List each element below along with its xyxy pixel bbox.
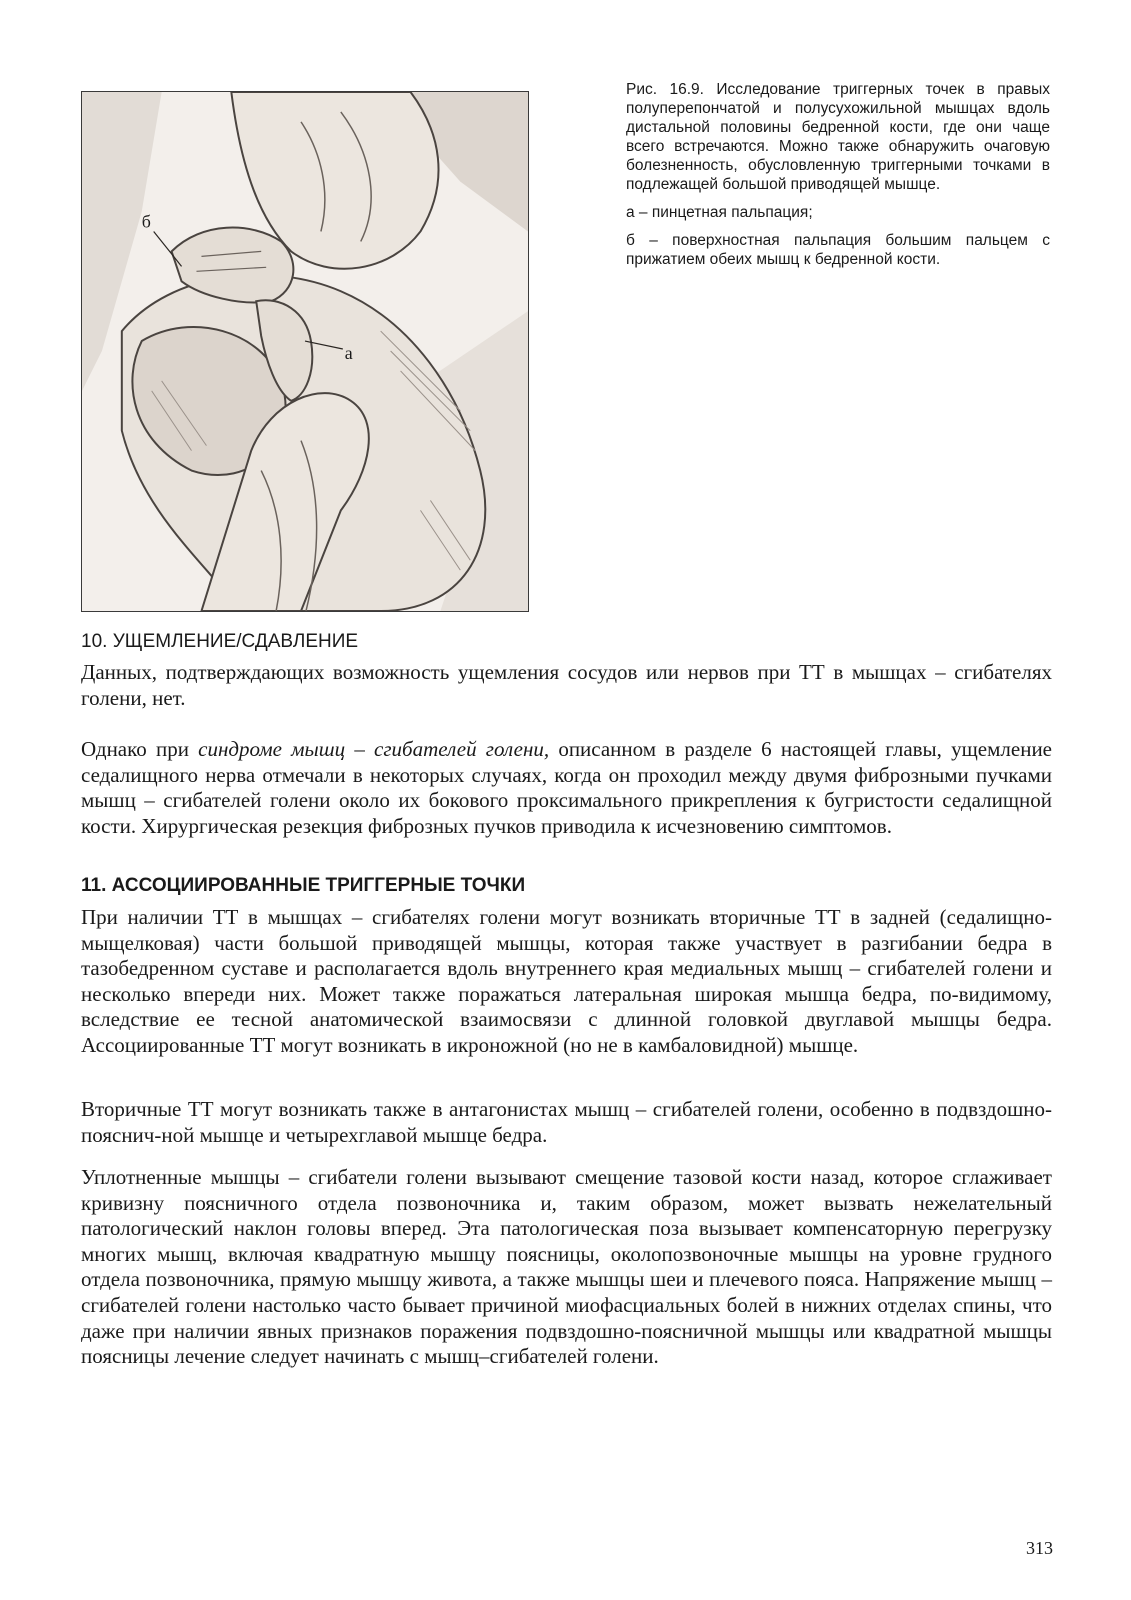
emphasized-term: синдроме мышц – сгибателей голени, — [198, 737, 550, 761]
section-11-paragraph-2: Вторичные ТТ могут возникать также в антагонистах мышц – сгибателей голени, особенно в подвздошно-пояснич-ной мышце и четырехглавой мышце бедра. — [81, 1097, 1052, 1147]
caption-item-a: а – пинцетная пальпация; — [626, 204, 813, 221]
caption-item-b: б – поверхностная пальпация большим пальцем с прижатием обеих мышц к бедренной кости. — [626, 232, 1050, 268]
section-11-heading: 11. АССОЦИИРОВАННЫЕ ТРИГГЕРНЫЕ ТОЧКИ — [81, 875, 526, 896]
caption-main: Рис. 16.9. Исследование триггерных точек в правых полуперепончатой и полусухожильной мышцах вдоль дистальной половины бедренной кости, где они чаще всего встречаются. Можно также обнаружить очаговую болезненность, обусловленную триггерными точками в подлежащей большой приводящей мышце. — [626, 81, 1050, 193]
paragraph-text: Однако при — [81, 737, 199, 761]
section-10-heading: 10. УЩЕМЛЕНИЕ/СДАВЛЕНИЕ — [81, 631, 359, 652]
section-11-paragraph-3: Уплотненные мышцы – сгибатели голени вызывают смещение тазовой кости назад, которое сглаживает кривизну поясничного отдела позвоночника и, таким образом, может вызвать нежелательный патологический наклон головы вперед. Эта патологическая поза вызывает компенсаторную перегрузку многих мышц, включая квадратную мышцу поясницы, околопозвоночные мышцы на уровне грудного отдела позвоночника, прямую мышцу живота, а также мышцы шеи и плечевого пояса. Напряжение мышц – сгибателей голени настолько часто бывает причиной миофасциальных болей в нижних отделах спины, что даже при наличии явных признаков поражения подвздошно-поясничной мышцы или квадратной мышцы поясницы лечение следует начинать с мышц–сгибателей голени. — [81, 1165, 1052, 1369]
section-10-paragraph-1: Данных, подтверждающих возможность ущемления сосудов или нервов при ТТ в мышцах – сгибателях голени, нет. — [81, 660, 1052, 710]
figure-label-b: б — [141, 211, 151, 232]
palpation-drawing — [82, 92, 528, 611]
figure-label-a: а — [344, 342, 353, 363]
section-11-paragraph-1: При наличии ТТ в мышцах – сгибателях голени могут возникать вторичные ТТ в задней (седалищно-мыщелковая) части большой приводящей мышцы, которая также участвует в разгибании бедра в тазобедренном суставе и располагается вдоль внутреннего края медиальных мышц – сгибателей голени и несколько впереди них. Может также поражаться латеральная широкая мышца бедра, по-видимому, вследствие ее тесной анатомической взаимосвязи с длинной головкой двуглавой мышцы бедра. Ассоциированные ТТ могут возникать в икроножной (но не в камбаловидной) мышце. — [81, 905, 1052, 1057]
section-10-paragraph-2 — [81, 737, 1052, 839]
page-number: 313 — [1026, 1538, 1053, 1558]
palpation-illustration — [81, 91, 529, 612]
paragraph-text: описанном в разделе 6 настоящей главы, ущемление седалищного нерва отмечали в некоторых случаях, когда он проходил между двумя фиброзными пучками мышц – сгибателей голени около их бокового проксимального прикрепления к бугристости седалищной кости. Хирургическая резекция фиброзных пучков приводила к исчезновению симптомов. — [81, 737, 1052, 838]
figure-caption — [626, 80, 1050, 278]
